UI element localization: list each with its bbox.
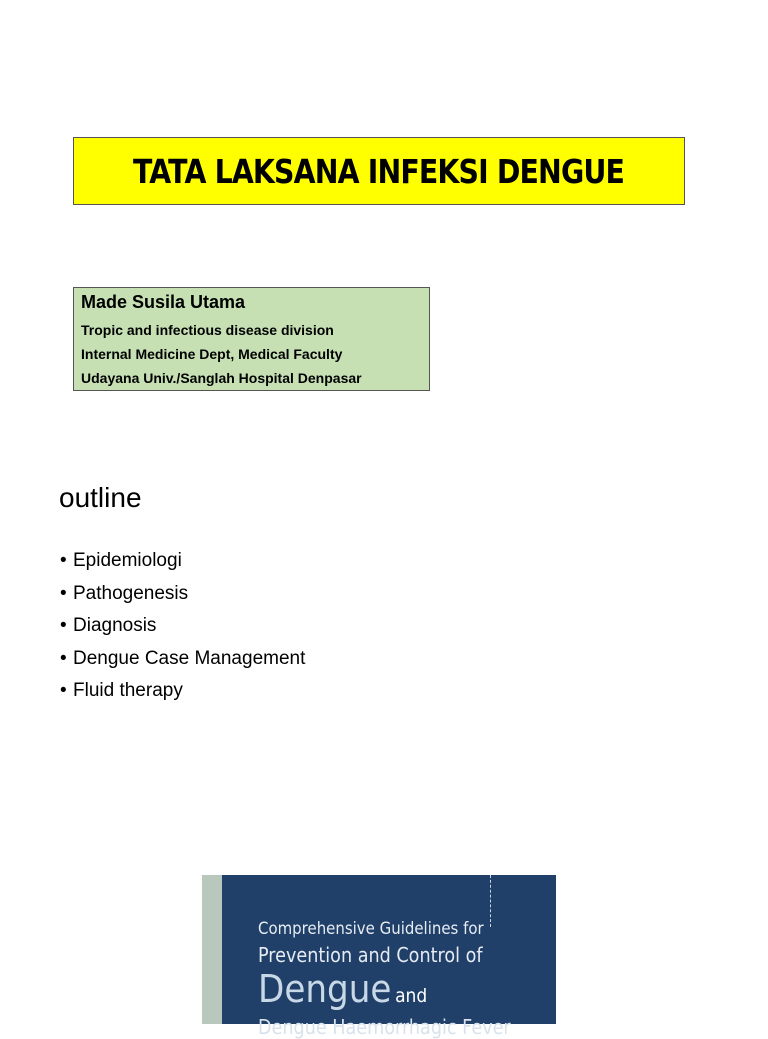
list-item-text: Epidemiologi xyxy=(73,550,182,571)
cover-title-main xyxy=(258,967,427,1011)
affiliation-line: Internal Medicine Dept, Medical Faculty xyxy=(81,346,343,362)
list-item xyxy=(60,610,305,643)
cover-divider xyxy=(490,875,492,927)
cover-title-line: Dengue Haemorrhagic Fever xyxy=(258,1015,511,1039)
list-item-text: Diagnosis xyxy=(73,615,157,636)
slide-title: TATA LAKSANA INFEKSI DENGUE xyxy=(133,151,625,191)
list-item xyxy=(60,578,305,611)
affiliation-line: Tropic and infectious disease division xyxy=(81,322,334,338)
bullet-icon: • xyxy=(60,680,67,701)
affiliation-line: Udayana Univ./Sanglah Hospital Denpasar xyxy=(81,370,362,386)
list-item-text: Pathogenesis xyxy=(73,582,189,604)
list-item xyxy=(60,643,305,676)
outline-heading: outline xyxy=(59,482,142,513)
outline-list xyxy=(60,545,305,708)
author-box xyxy=(73,287,430,391)
cover-title-dengue: Dengue xyxy=(258,967,392,1011)
bullet-icon: • xyxy=(60,615,67,636)
list-item xyxy=(60,675,305,708)
cover-title-and: and xyxy=(395,985,428,1007)
cover-side-strip xyxy=(202,875,222,1024)
bullet-icon: • xyxy=(60,582,67,604)
list-item-text: Dengue Case Management xyxy=(73,647,306,669)
cover-title-line: Comprehensive Guidelines for xyxy=(258,919,484,939)
cover-title-line: Prevention and Control of xyxy=(258,943,483,967)
list-item xyxy=(60,545,305,578)
bullet-icon: • xyxy=(60,550,67,571)
bullet-icon: • xyxy=(60,647,67,669)
author-name: Made Susila Utama xyxy=(81,292,246,312)
title-box xyxy=(73,137,685,205)
book-cover-image xyxy=(202,875,556,1039)
list-item-text: Fluid therapy xyxy=(73,680,183,701)
